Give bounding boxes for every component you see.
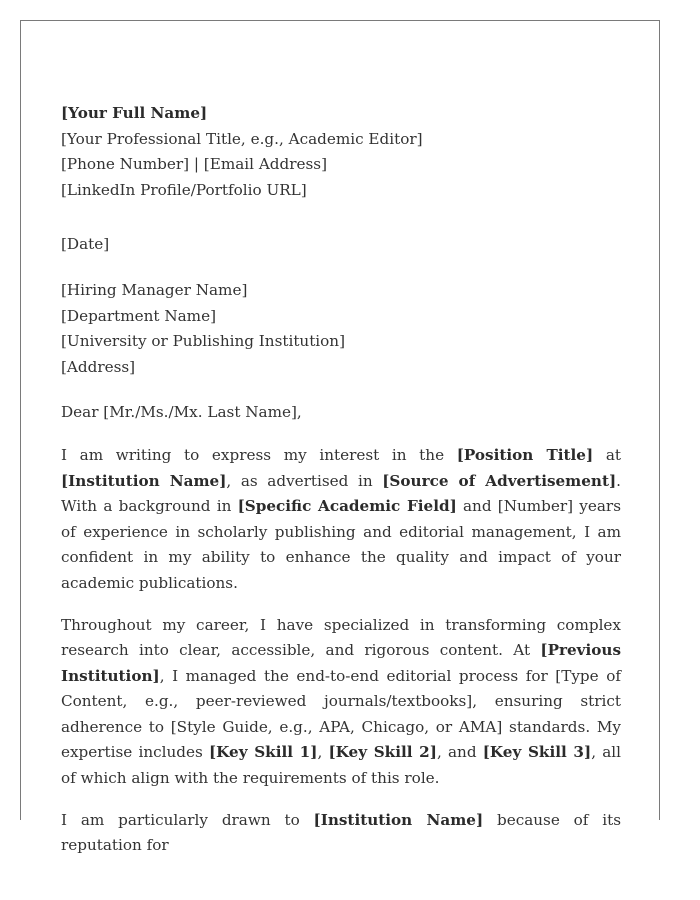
sender-name: [Your Full Name] (61, 104, 208, 122)
letter-date: [Date] (61, 235, 110, 254)
recipient-name: [Hiring Manager Name] (61, 280, 248, 299)
sender-block (61, 101, 621, 203)
recipient-department: [Department Name] (61, 306, 216, 325)
paragraph-intro: I am writing to express my interest in the [Position Title] at [Institution Name], as advertised in [Source of Advertisement]. With a background in [Specific Academic Field] and [Number] years of experience in scholarly publishing and editorial management, I am confident in my ability to enhance the quality and impact of your academic publications. (61, 445, 621, 592)
recipient-institution: [University or Publishing Institution] (61, 332, 346, 351)
salutation: Dear [Mr./Ms./Mx. Last Name], (61, 403, 302, 422)
document-page (20, 20, 660, 855)
sender-title: [Your Professional Title, e.g., Academic Editor] (61, 129, 423, 148)
paragraph-motivation: I am particularly drawn to [Institution Name] because of its reputation for (61, 810, 621, 855)
sender-contact: [Phone Number] | [Email Address] (61, 155, 327, 174)
recipient-address: [Address] (61, 357, 136, 376)
letter-body (61, 101, 621, 875)
recipient-block (61, 278, 621, 380)
paragraph-experience: Throughout my career, I have specialized in transforming complex research into clear, accessible, and rigorous content. At [Previous Institution], I managed the end-to-end editorial process for [Type of Content, e.g., peer-reviewed journals/textbooks], ensuring strict adherence to [Style Guide, e.g., APA, Chicago, or AMA] standards. My expertise includes [Key Skill 1], [Key Skill 2], and [Key Skill 3], all of which align with the requirements of this role. (61, 615, 622, 788)
sender-profile: [LinkedIn Profile/Portfolio URL] (61, 180, 307, 199)
